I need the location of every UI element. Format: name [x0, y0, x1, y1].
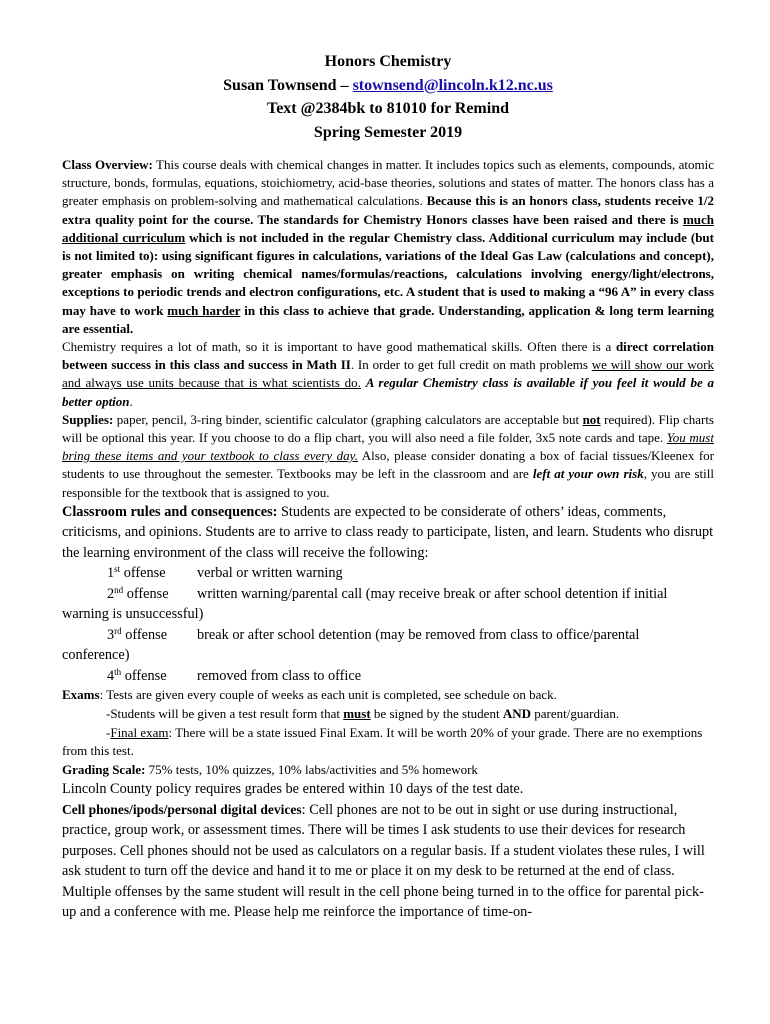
offense-word: offense: [120, 565, 166, 582]
exams-dash: -: [106, 724, 111, 740]
exams-and: AND: [502, 705, 531, 721]
offense-consequence: verbal or written warning: [197, 565, 343, 582]
offense-2: [62, 584, 714, 605]
supplies-required-note: You must bring these items and your textbook to class every day.: [62, 430, 714, 464]
teacher-line: [62, 74, 714, 98]
document-header: [62, 50, 714, 144]
math-text-2: . In order to get full credit on math problems: [350, 357, 592, 373]
supplies-text-1: paper, pencil, 3-ring binder, scientific calculator (graphing calculators are acceptable but: [113, 411, 583, 427]
offense-2-continued: warning is unsuccessful): [62, 606, 204, 623]
supplies-paragraph: [62, 411, 714, 502]
offense-1: [62, 563, 714, 584]
exams-text: : Tests are given every couple of weeks as each unit is completed, see schedule on back.: [99, 687, 557, 703]
offense-3-continued: conference): [62, 647, 130, 664]
exams-label: Exams: [62, 687, 100, 703]
teacher-email-link[interactable]: stownsend@lincoln.k12.nc.us: [352, 76, 553, 94]
math-paragraph: [62, 338, 714, 411]
offense-word: offense: [123, 585, 169, 602]
math-text-1: Chemistry requires a lot of math, so it is important to have good mathematical skills. Often there is a: [62, 339, 616, 355]
grading-text: 75% tests, 10% quizzes, 10% labs/activities and 5% homework: [145, 761, 478, 777]
offense-ordinal: nd: [114, 584, 124, 595]
grading-line: [62, 761, 714, 780]
supplies-label: Supplies:: [62, 411, 114, 427]
supplies-risk-note: left at your own risk: [532, 466, 644, 482]
grade-policy-line: Lincoln County policy requires grades be entered within 10 days of the test date.: [62, 781, 524, 798]
exams-line-3: [62, 724, 714, 761]
remind-line: Text @2384bk to 81010 for Remind: [266, 100, 509, 117]
offense-ordinal: st: [114, 564, 121, 575]
offense-4: [62, 666, 714, 687]
offense-consequence: removed from class to office: [197, 667, 362, 684]
offense-number: 4: [107, 667, 115, 684]
overview-text: This course deals with chemical changes in matter. It includes topics such as elements, compounds, atomic structure, bonds, formulas, equations, stoichiometry, acid-base theories, solutions and states of matter. The honors class has a greater emphasis on problem-solving and mathematical calculations.: [62, 157, 714, 209]
overview-bold-underline-1: much additional curriculum: [62, 211, 714, 245]
exams-must: must: [343, 705, 371, 721]
supplies-text-4: , you are still responsible for the textbook that is assigned to you.: [62, 466, 714, 500]
offense-number: 2: [107, 585, 115, 602]
final-exam-label: Final exam: [110, 724, 169, 740]
overview-bold-1: Because this is an honors class, students receive 1/2 extra quality point for the course. The standards for Chemistry Honors classes have been raised and there is: [62, 193, 715, 227]
cell-phones-paragraph: [62, 800, 714, 923]
offense-consequence: break or after school detention (may be removed from class to office/parental: [197, 626, 640, 643]
supplies-text-2: required). Flip charts will be optional this year. If you choose to do a flip chart, you will also need a file folder, 3x5 note cards and tape.: [62, 411, 714, 446]
offense-number: 3: [107, 626, 115, 643]
exams-result-text-3: parent/guardian.: [531, 705, 620, 721]
cell-phones-text: : Cell phones are not to be out in sight or use during instructional, practice, group work, or assessment times. There will be times I ask students to use their devices for research purposes. Cell phones should not be used as calculators on a regular basis. If a student violates these rules, I will ask student to turn off the device and hand it to me or place it on my desk to be returned at the end of class. Multiple offenses by the same student will result in the cell phone being turned in to the office for parental pick-up and a conference with me. Please help me reinforce the importance of time-on-: [62, 801, 705, 921]
math-bold: direct correlation between success in this class and success in Math II: [62, 339, 715, 373]
rules-paragraph: [62, 502, 714, 564]
rules-label: Classroom rules and consequences:: [62, 503, 278, 520]
grading-label: Grading Scale:: [62, 761, 146, 777]
class-overview-paragraph: [62, 156, 714, 338]
math-underline: we will show our work and always use units because that is what scientists do.: [62, 357, 714, 391]
offense-consequence: written warning/parental call (may receive break or after school detention if initial: [197, 585, 668, 602]
supplies-not: not: [582, 411, 601, 427]
overview-bold-underline-2: much harder: [167, 302, 241, 318]
exams-result-text-1: -Students will be given a test result form that: [106, 705, 344, 721]
exams-line-1: [62, 686, 714, 705]
exams-line-2: [62, 705, 714, 724]
cell-phones-label: Cell phones/ipods/personal digital devices: [62, 801, 302, 817]
course-title: Honors Chemistry: [324, 53, 452, 70]
class-overview-label: Class Overview:: [62, 157, 153, 172]
overview-bold-3: in this class to achieve that grade. Understanding, application & long term learning are essential.: [62, 302, 714, 336]
offense-word: offense: [121, 667, 167, 684]
rules-text: Students are expected to be considerate of others’ ideas, comments, criticisms, and opinions. Students are to arrive to class ready to participate, listen, and learn. Students who disrupt the learning environment of the class will receive the following:: [62, 503, 714, 561]
exams-result-text-2: be signed by the student: [370, 705, 503, 721]
offense-ordinal: th: [114, 666, 122, 677]
offense-word: offense: [121, 626, 168, 643]
teacher-name: Susan Townsend –: [223, 76, 353, 94]
offense-ordinal: rd: [114, 625, 122, 636]
supplies-text-3: Also, please consider donating a box of facial tissues/Kleenex for students to use throughout the semester. Textbooks may be left in the classroom and are: [62, 448, 714, 482]
overview-bold-2: which is not included in the regular Chemistry class. Additional curriculum may include (but is not limited to): using significant figures in calculations, variations of the Ideal Gas Law (calculations and concept), greater emphasis on writing chemical names/formulas/reactions, calculations involving energy/light/electrons, exceptions to periodic trends and electron configurations, etc. A student that is used to making a “96 A” in every class may have to work: [62, 229, 714, 318]
syllabus-page: [62, 50, 714, 923]
regular-class-note: A regular Chemistry class is available if you feel it would be a better option: [62, 375, 714, 409]
semester-line: Spring Semester 2019: [313, 123, 463, 141]
final-exam-text: : There will be a state issued Final Exam. It will be worth 20% of your grade. There are no exemptions from this test.: [62, 724, 703, 759]
offense-3: [62, 625, 714, 646]
math-period: .: [129, 393, 133, 409]
offense-number: 1: [107, 565, 115, 582]
